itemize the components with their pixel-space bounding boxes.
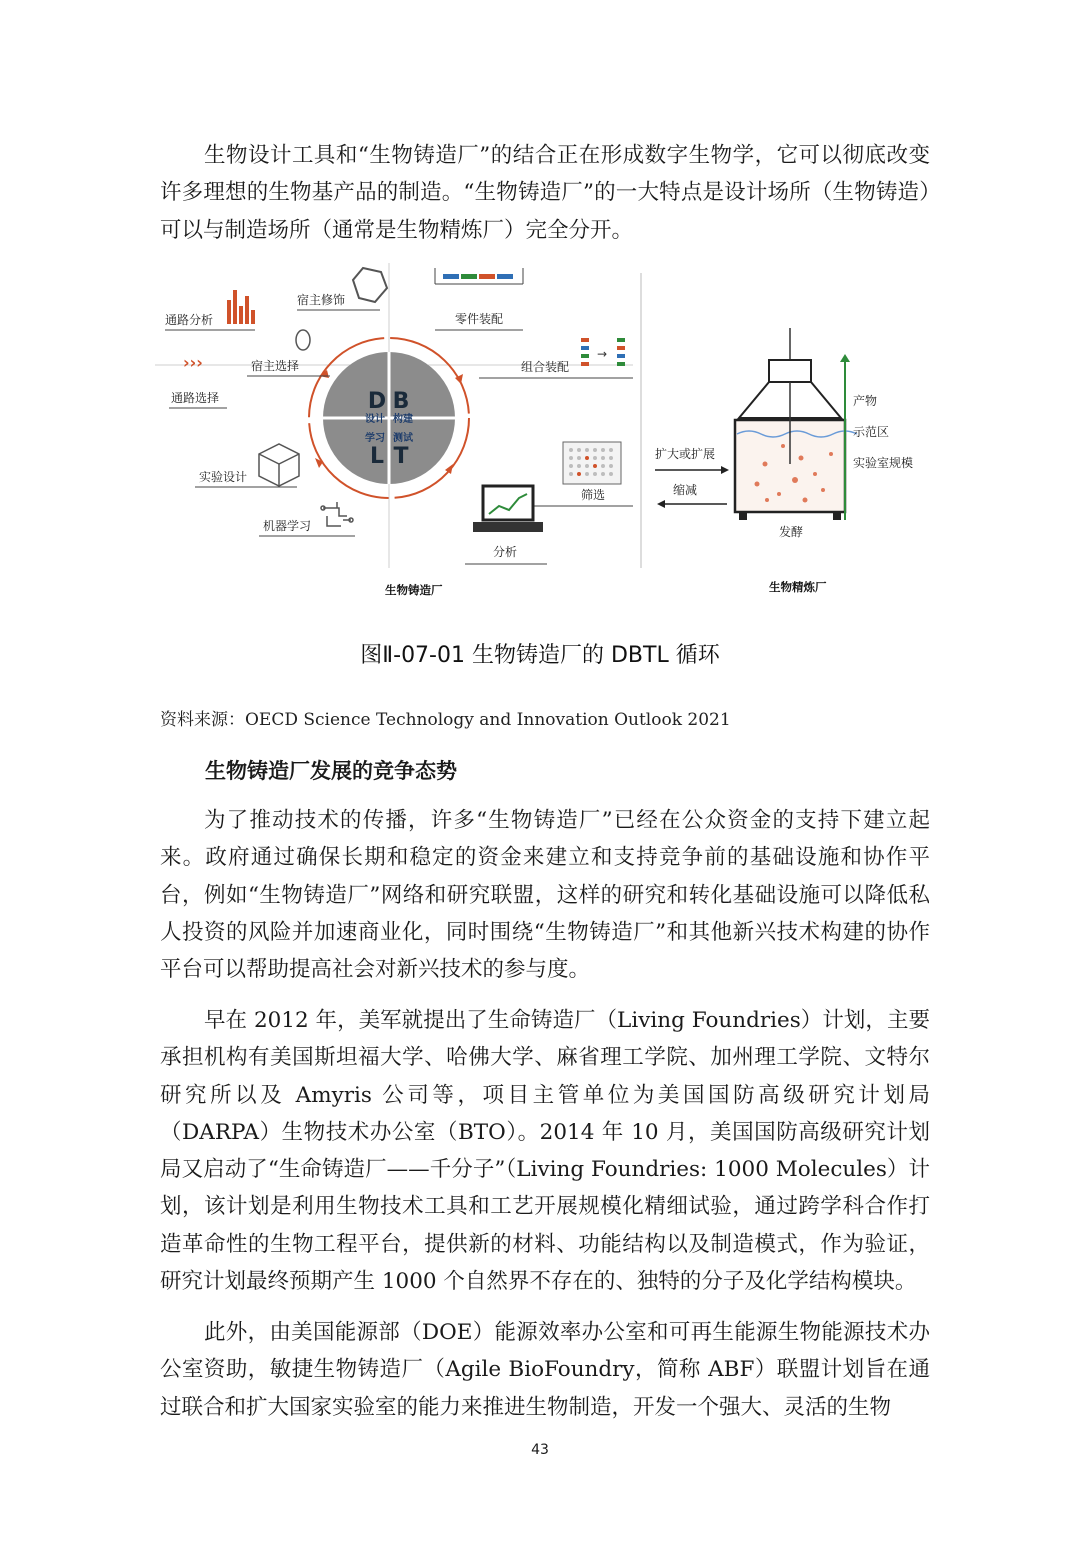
label-product: 产物 <box>853 394 878 408</box>
label-analysis: 分析 <box>493 545 518 559</box>
cell-icon <box>296 330 310 350</box>
chevrons-icon: ››› <box>183 353 203 372</box>
paragraph-3: 此外，由美国能源部（DOE）能源效率办公室和可再生能源生物能源技术办公室资助，敏捷生物铸造厂（Agile BioFoundry，简称 ABF）联盟计划旨在通过联合和扩大国家实验室的能力来推进生物制造，开发一个强大、灵活的生物 <box>160 1320 930 1420</box>
cycle-design: 设计 <box>365 414 385 425</box>
brain-circuit-icon <box>321 502 353 526</box>
page-number: 43 <box>531 1442 549 1458</box>
label-pathway-analysis: 通路分析 <box>165 313 214 327</box>
figure-source: 资料来源：OECD Science Technology and Innovation Outlook 2021 <box>160 710 731 730</box>
molecule-icon <box>353 268 387 302</box>
cycle-t: T <box>393 444 409 469</box>
label-host-selection: 宿主选择 <box>251 359 300 373</box>
sequence-bar-icon <box>435 268 523 284</box>
cycle-learn: 学习 <box>365 433 385 444</box>
cycle-b: B <box>392 389 410 414</box>
paragraph-1: 为了推动技术的传播，许多“生物铸造厂”已经在公众资金的支持下建立起来。政府通过确保长期和稳定的资金来建立和支持竞争前的基础设施和协作平台，例如“生物铸造厂”网络和研究联盟，这样的研究和转化基础设施可以降低私人投资的风险并加速商业化，同时围绕“生物铸造厂”和其他新兴技术构建的协作平台可以帮助提高社会对新兴技术的参与度。 <box>160 808 930 983</box>
foundry-title: 生物铸造厂 <box>385 583 443 597</box>
dbtl-figure <box>155 258 935 608</box>
fermenter-icon <box>735 328 857 520</box>
cycle-build: 构建 <box>393 414 413 425</box>
label-demo: 示范区 <box>853 425 890 439</box>
label-pathway-selection: 通路选择 <box>171 391 220 405</box>
label-host-modification: 宿主修饰 <box>297 293 346 307</box>
section-heading: 生物铸造厂发展的竞争态势 <box>205 759 457 783</box>
label-screening: 筛选 <box>581 488 606 502</box>
svg-text:→: → <box>597 347 608 361</box>
bar-chart-icon <box>227 290 255 324</box>
label-machine-learning: 机器学习 <box>263 519 312 533</box>
label-fermentation: 发酵 <box>779 525 804 539</box>
label-parts-assembly: 零件装配 <box>455 312 504 326</box>
label-scale-up: 扩大或扩展 <box>655 447 716 461</box>
plate-grid-icon <box>563 442 621 484</box>
cycle-d: D <box>367 389 387 414</box>
label-lab-scale: 实验室规模 <box>853 456 914 470</box>
paragraph-2: 早在 2012 年，美军就提出了生命铸造厂（Living Foundries）计划，主要承担机构有美国斯坦福大学、哈佛大学、麻省理工学院、加州理工学院、文特尔研究所以及 Amyris 公司等，项目主管单位为美国国防高级研究计划局（DARPA）生物技术办公室（BTO）。2014 年 10 月，美国国防高级研究计划局又启动了“生命铸造厂——千分子”（Living Foundries: 1000 Molecules）计划，该计划是利用生物技术工具和工艺开展规模化精细试验，通过跨学科合作打造革命性的生物工程平台，提供新的材料、功能结构以及制造模式，作为验证，研究计划最终预期产生 1000 个自然界不存在的、独特的分子及化学结构模块。 <box>160 1008 930 1295</box>
intro-paragraph: 生物设计工具和“生物铸造厂”的结合正在形成数字生物学，它可以彻底改变许多理想的生物基产品的制造。“生物铸造厂”的一大特点是设计场所（生物铸造）可以与制造场所（通常是生物精炼厂）完全分开。 <box>160 143 930 243</box>
label-combinatorial-assembly: 组合装配 <box>521 360 570 374</box>
label-experiment-design: 实验设计 <box>199 470 248 484</box>
cube-icon <box>259 444 299 486</box>
cycle-l: L <box>369 444 385 469</box>
cycle-test: 测试 <box>393 433 413 444</box>
figure-caption: 图Ⅱ-07-01 生物铸造厂的 DBTL 循环 <box>360 643 720 668</box>
combinatorial-grid-icon <box>581 338 625 366</box>
refinery-title: 生物精炼厂 <box>769 580 827 594</box>
laptop-chart-icon <box>473 486 543 532</box>
label-scale-down: 缩减 <box>673 483 698 497</box>
